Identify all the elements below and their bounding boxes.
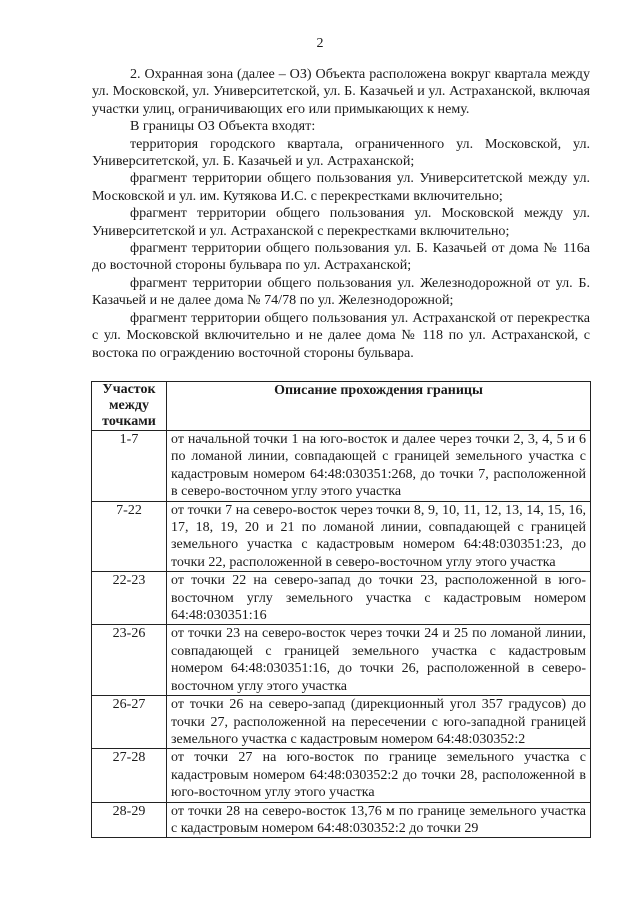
row-segment: 7-22: [92, 501, 167, 572]
row-segment: 27-28: [92, 749, 167, 802]
paragraph-protection-zone: 2. Охранная зона (далее – ОЗ) Объекта расположена вокруг квартала между ул. Московской, ул. Университетской, ул. Б. Казачьей и ул. Астраханской, включая участки улиц, ограничивающих его или примыкающих к нему.: [92, 66, 590, 117]
table-row: [92, 572, 591, 625]
row-description: от точки 22 на северо-запад до точки 23, расположенной в юго-восточном углу земельного участка с кадастровым номером 64:48:030351:16: [167, 572, 591, 625]
row-description: от точки 23 на северо-восток через точки 24 и 25 по ломаной линии, совпадающей с границей земельного участка с кадастровым номером 64:48:030351:16, до точки 26, расположенной в северо-восточном углу этого участка: [167, 625, 591, 696]
table-row: [92, 696, 591, 749]
table-header-row: [92, 382, 591, 431]
body-text: [92, 66, 590, 362]
row-description: от точки 27 на юго-восток по границе земельного участка с кадастровым номером 64:48:030352:2 до точки 28, расположенной в юго-восточном углу этого участка: [167, 749, 591, 802]
table-row: [92, 501, 591, 572]
paragraph-zone-includes: В границы ОЗ Объекта входят:: [130, 118, 316, 135]
header-segment: Участок между точками: [92, 382, 167, 431]
row-segment: 28-29: [92, 802, 167, 838]
table-row: [92, 802, 591, 838]
row-segment: 23-26: [92, 625, 167, 696]
table-row: [92, 625, 591, 696]
row-description: от точки 28 на северо-восток 13,76 м по границе земельного участка с кадастровым номером 64:48:030352:2 до точки 29: [167, 802, 591, 838]
page-number: 2: [316, 36, 324, 51]
row-segment: 26-27: [92, 696, 167, 749]
paragraph-b-kazachya: фрагмент территории общего пользования ул. Б. Казачьей от дома № 116а до восточной стороны бульвара по ул. Астраханской;: [92, 240, 590, 274]
header-description: Описание прохождения границы: [167, 382, 591, 431]
boundary-table: [91, 381, 591, 838]
paragraph-city-block: территория городского квартала, ограниченного ул. Московской, ул. Университетской, ул. Б. Казачьей и ул. Астраханской;: [92, 135, 590, 170]
row-description: от точки 7 на северо-восток через точки 8, 9, 10, 11, 12, 13, 14, 15, 16, 17, 18, 19, 20 и 21 по ломаной линии, совпадающей с границей земельного участка с кадастровым номером 64:48:030351:23, до точки 22, расположенной в северо-восточном углу этого участка: [167, 501, 591, 572]
row-segment: 1-7: [92, 431, 167, 502]
table-row: [92, 431, 591, 502]
row-segment: 22-23: [92, 572, 167, 625]
table-row: [92, 749, 591, 802]
row-description: от точки 26 на северо-запад (дирекционный угол 357 градусов) до точки 27, расположенной на пересечении с юго-западной границей земельного участка с кадастровым номером 64:48:030352:2: [167, 696, 591, 749]
row-description: от начальной точки 1 на юго-восток и далее через точки 2, 3, 4, 5 и 6 по ломаной линии, совпадающей с границей земельного участка с кадастровым номером 64:48:030351:268, до точки 7, расположенной в северо-восточном углу этого участка: [167, 431, 591, 502]
paragraph-zheleznodorozhnaya: фрагмент территории общего пользования ул. Железнодорожной от ул. Б. Казачьей и не далее дома № 74/78 по ул. Железнодорожной;: [92, 274, 590, 309]
paragraph-astrakhanskaya: фрагмент территории общего пользования ул. Астраханской от перекрестка с ул. Московской включительно и не далее дома № 118 по ул. Астраханской, с востока по ограждению восточной стороны бульвара.: [92, 309, 590, 361]
paragraph-moskovskaya: фрагмент территории общего пользования ул. Московской между ул. Университетской и ул. Астраханской с перекрестками включительно;: [92, 205, 590, 239]
paragraph-universitetskaya: фрагмент территории общего пользования ул. Университетской между ул. Московской и ул. им. Кутякова И.С. с перекрестками включительно;: [92, 170, 590, 204]
